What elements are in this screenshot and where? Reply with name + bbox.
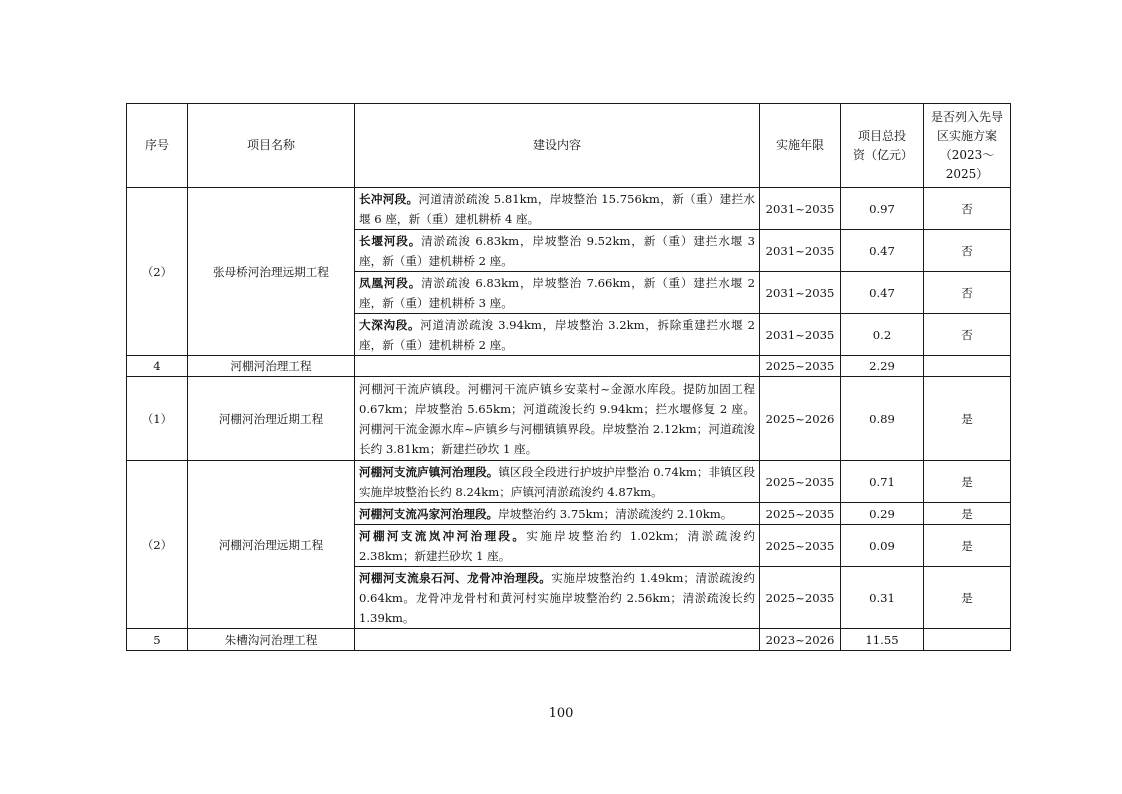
row-seq: （1） — [127, 377, 188, 461]
row-investment: 2.29 — [841, 356, 924, 377]
row-investment: 0.97 — [841, 188, 924, 230]
row-project-name: 河棚河治理工程 — [188, 356, 355, 377]
row-investment: 0.31 — [841, 567, 924, 629]
row-period: 2025~2035 — [760, 567, 841, 629]
page-number: 100 — [548, 706, 574, 721]
content-section-title: 河棚河支流岚冲河治理段。 — [359, 528, 527, 543]
content-text: 河道清淤疏浚 5.81km，岸坡整治 15.756km，新（重）建拦水堰 6 座，新（重）建机耕桥 4 座。 — [359, 191, 755, 226]
row-pilot: 否 — [924, 314, 1011, 356]
header-name: 项目名称 — [188, 104, 355, 188]
content-section-title: 长冲河段。 — [359, 191, 419, 206]
content-text: 河棚河干流庐镇段。河棚河干流庐镇乡安菜村~金源水库段。提防加固工程 0.67km；岸坡整治 5.65km；河道疏浚长约 9.94km；拦水堰修复 2 座。河棚河干流金源水库~庐镇乡与河棚镇镇界段。岸坡整治 2.12km；河道疏浚长约 3.81km；新建拦砂坎 1 座。 — [359, 381, 755, 456]
row-period: 2031~2035 — [760, 230, 841, 272]
row-investment: 0.47 — [841, 272, 924, 314]
content-section-title: 河棚河支流庐镇河治理段。 — [359, 464, 499, 479]
row-pilot: 是 — [924, 525, 1011, 567]
content-section-title: 河棚河支流泉石河、龙骨冲治理段。 — [359, 570, 552, 585]
row-period: 2025~2035 — [760, 356, 841, 377]
content-text: 岸坡整治约 3.75km；清淤疏浚约 2.10km。 — [498, 506, 733, 521]
row-seq: （2） — [127, 461, 188, 629]
row-period: 2031~2035 — [760, 314, 841, 356]
content-section-title: 长堰河段。 — [359, 233, 422, 248]
row-investment: 0.71 — [841, 461, 924, 503]
content-text: 河道清淤疏浚 3.94km，岸坡整治 3.2km，拆除重建拦水堰 2 座，新（重）建机耕桥 2 座。 — [359, 317, 755, 352]
row-pilot: 是 — [924, 461, 1011, 503]
row-seq: （2） — [127, 188, 188, 356]
content-section-title: 大深沟段。 — [359, 317, 421, 332]
row-seq: 5 — [127, 629, 188, 651]
row-period: 2025~2035 — [760, 525, 841, 567]
project-table — [126, 103, 1011, 651]
row-pilot — [924, 629, 1011, 651]
row-content — [355, 314, 760, 356]
row-investment: 0.47 — [841, 230, 924, 272]
content-text: 镇区段全段进行护坡护岸整治 0.74km；非镇区段实施岸坡整治长约 8.24km；庐镇河清淤疏浚约 4.87km。 — [359, 464, 755, 499]
row-period: 2025~2035 — [760, 503, 841, 525]
header-investment: 项目总投资（亿元） — [841, 104, 924, 188]
row-investment: 0.2 — [841, 314, 924, 356]
row-content — [355, 230, 760, 272]
content-text: 清淤疏浚 6.83km，岸坡整治 9.52km，新（重）建拦水堰 3 座，新（重）建机耕桥 2 座。 — [359, 233, 755, 268]
header-pilot: 是否列入先导区实施方案（2023～2025） — [924, 104, 1011, 188]
content-text: 实施岸坡整治约 1.02km；清淤疏浚约 2.38km；新建拦砂坎 1 座。 — [359, 528, 755, 563]
row-seq: 4 — [127, 356, 188, 377]
row-pilot: 是 — [924, 503, 1011, 525]
row-content — [355, 272, 760, 314]
row-investment: 11.55 — [841, 629, 924, 651]
row-content — [355, 503, 760, 525]
table-row — [127, 629, 1011, 651]
row-project-name: 张母桥河治理远期工程 — [188, 188, 355, 356]
row-period: 2031~2035 — [760, 188, 841, 230]
content-text: 实施岸坡整治约 1.49km；清淤疏浚约 0.64km。龙骨冲龙骨村和黄河村实施岸坡整治约 2.56km；清淤疏浚长约 1.39km。 — [359, 570, 755, 625]
row-investment: 0.29 — [841, 503, 924, 525]
row-content — [355, 377, 760, 461]
header-row — [127, 104, 1011, 188]
table-row — [127, 356, 1011, 377]
row-pilot: 否 — [924, 230, 1011, 272]
row-period: 2025~2026 — [760, 377, 841, 461]
row-investment: 0.09 — [841, 525, 924, 567]
row-pilot — [924, 356, 1011, 377]
row-content — [355, 629, 760, 651]
table-body — [127, 188, 1011, 651]
row-project-name: 河棚河治理近期工程 — [188, 377, 355, 461]
row-content — [355, 356, 760, 377]
header-seq: 序号 — [127, 104, 188, 188]
row-period: 2023~2026 — [760, 629, 841, 651]
table-row — [127, 461, 1011, 503]
row-project-name: 朱槽沟河治理工程 — [188, 629, 355, 651]
row-period: 2031~2035 — [760, 272, 841, 314]
header-period: 实施年限 — [760, 104, 841, 188]
table-row — [127, 188, 1011, 230]
content-section-title: 河棚河支流冯家河治理段。 — [359, 506, 499, 521]
row-content — [355, 461, 760, 503]
content-text: 清淤疏浚 6.83km，岸坡整治 7.66km，新（重）建拦水堰 2 座，新（重）建机耕桥 3 座。 — [359, 275, 755, 310]
row-pilot: 否 — [924, 188, 1011, 230]
table-row — [127, 377, 1011, 461]
row-content — [355, 525, 760, 567]
row-project-name: 河棚河治理远期工程 — [188, 461, 355, 629]
row-investment: 0.89 — [841, 377, 924, 461]
row-content — [355, 567, 760, 629]
row-pilot: 否 — [924, 272, 1011, 314]
row-content — [355, 188, 760, 230]
row-pilot: 是 — [924, 377, 1011, 461]
row-pilot: 是 — [924, 567, 1011, 629]
header-content: 建设内容 — [355, 104, 760, 188]
row-period: 2025~2035 — [760, 461, 841, 503]
content-section-title: 凤凰河段。 — [359, 275, 422, 290]
